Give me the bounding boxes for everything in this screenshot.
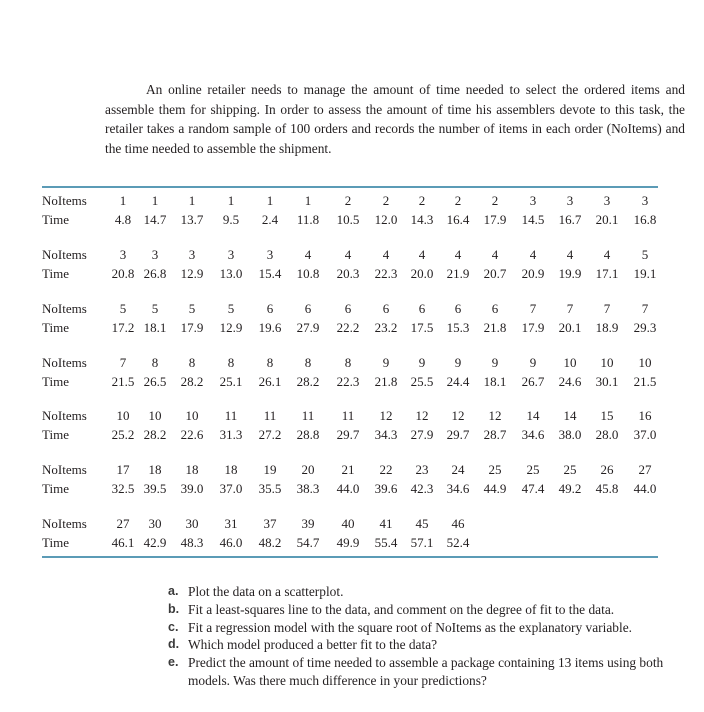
- time-cell: 28.2: [143, 427, 167, 442]
- noitems-label: NoItems: [42, 301, 87, 316]
- time-cell: 19.9: [558, 266, 582, 281]
- time-cell: 30.1: [595, 374, 619, 389]
- noitems-cell: 2: [382, 193, 390, 208]
- time-cell: 22.6: [180, 427, 204, 442]
- time-cell: 16.8: [633, 212, 657, 227]
- table-block: [42, 462, 662, 502]
- noitems-cell: 1: [119, 193, 127, 208]
- time-cell: 27.2: [258, 427, 282, 442]
- time-row: [42, 427, 662, 445]
- noitems-cell: 7: [641, 301, 649, 316]
- time-cell: 12.0: [374, 212, 398, 227]
- time-cell: 39.5: [143, 481, 167, 496]
- time-cell: 12.9: [180, 266, 204, 281]
- time-cell: 10.5: [336, 212, 360, 227]
- noitems-cell: 21: [341, 462, 355, 477]
- noitems-cell: 5: [641, 247, 649, 262]
- time-cell: 35.5: [258, 481, 282, 496]
- time-row: [42, 320, 662, 338]
- noitems-cell: 3: [188, 247, 196, 262]
- noitems-cell: 8: [151, 355, 159, 370]
- question-a: [168, 583, 688, 601]
- time-cell: 17.1: [595, 266, 619, 281]
- noitems-cell: 9: [382, 355, 390, 370]
- noitems-cell: 1: [304, 193, 312, 208]
- table-block: [42, 355, 662, 395]
- question-text: Which model produced a better fit to the data?: [188, 637, 438, 653]
- time-cell: 22.3: [374, 266, 398, 281]
- time-cell: 25.5: [410, 374, 434, 389]
- noitems-cell: 39: [301, 516, 315, 531]
- time-cell: 22.3: [336, 374, 360, 389]
- noitems-row: [42, 247, 662, 265]
- question-text: Predict the amount of time needed to assemble a package containing 13 items using both models. Was there much difference in your predictions?: [188, 655, 664, 688]
- time-cell: 21.5: [111, 374, 135, 389]
- noitems-cell: 12: [415, 408, 429, 423]
- time-cell: 26.8: [143, 266, 167, 281]
- time-label: Time: [42, 481, 69, 496]
- noitems-cell: 4: [454, 247, 462, 262]
- noitems-cell: 30: [185, 516, 199, 531]
- noitems-cell: 17: [116, 462, 130, 477]
- noitems-cell: 3: [151, 247, 159, 262]
- time-cell: 13.0: [219, 266, 243, 281]
- noitems-label: NoItems: [42, 355, 87, 370]
- noitems-cell: 22: [379, 462, 393, 477]
- time-cell: 15.3: [446, 320, 470, 335]
- time-cell: 2.4: [261, 212, 279, 227]
- time-label: Time: [42, 212, 69, 227]
- time-cell: 29.7: [446, 427, 470, 442]
- time-cell: 57.1: [410, 535, 434, 550]
- time-cell: 18.9: [595, 320, 619, 335]
- noitems-cell: 2: [344, 193, 352, 208]
- noitems-cell: 9: [454, 355, 462, 370]
- time-cell: 20.7: [483, 266, 507, 281]
- noitems-cell: 40: [341, 516, 355, 531]
- time-cell: 14.5: [521, 212, 545, 227]
- noitems-cell: 7: [603, 301, 611, 316]
- time-cell: 26.5: [143, 374, 167, 389]
- time-cell: 19.6: [258, 320, 282, 335]
- time-cell: 55.4: [374, 535, 398, 550]
- noitems-cell: 6: [344, 301, 352, 316]
- time-cell: 17.9: [180, 320, 204, 335]
- noitems-cell: 14: [526, 408, 540, 423]
- noitems-cell: 11: [341, 408, 355, 423]
- time-cell: 20.1: [595, 212, 619, 227]
- noitems-cell: 3: [266, 247, 274, 262]
- time-cell: 39.6: [374, 481, 398, 496]
- noitems-cell: 8: [266, 355, 274, 370]
- noitems-cell: 6: [266, 301, 274, 316]
- noitems-cell: 4: [566, 247, 574, 262]
- question-letter: b.: [168, 601, 180, 616]
- time-cell: 26.1: [258, 374, 282, 389]
- noitems-cell: 1: [266, 193, 274, 208]
- table-block: [42, 193, 662, 233]
- time-row: [42, 374, 662, 392]
- noitems-cell: 3: [119, 247, 127, 262]
- time-cell: 38.3: [296, 481, 320, 496]
- noitems-row: [42, 193, 662, 211]
- noitems-cell: 5: [151, 301, 159, 316]
- noitems-cell: 41: [379, 516, 393, 531]
- time-cell: 42.3: [410, 481, 434, 496]
- time-cell: 28.2: [296, 374, 320, 389]
- noitems-cell: 37: [263, 516, 277, 531]
- time-cell: 34.6: [521, 427, 545, 442]
- noitems-cell: 6: [491, 301, 499, 316]
- noitems-cell: 1: [188, 193, 196, 208]
- noitems-cell: 10: [185, 408, 199, 423]
- time-cell: 37.0: [633, 427, 657, 442]
- noitems-cell: 12: [451, 408, 465, 423]
- question-letter: d.: [168, 637, 180, 652]
- noitems-cell: 5: [227, 301, 235, 316]
- time-cell: 48.2: [258, 535, 282, 550]
- time-cell: 4.8: [114, 212, 132, 227]
- noitems-cell: 7: [529, 301, 537, 316]
- time-cell: 18.1: [483, 374, 507, 389]
- noitems-cell: 20: [301, 462, 315, 477]
- question-letter: e.: [168, 655, 179, 670]
- noitems-cell: 15: [600, 408, 614, 423]
- noitems-cell: 18: [224, 462, 238, 477]
- noitems-cell: 5: [188, 301, 196, 316]
- noitems-cell: 4: [529, 247, 537, 262]
- time-cell: 28.8: [296, 427, 320, 442]
- time-cell: 34.6: [446, 481, 470, 496]
- noitems-cell: 6: [382, 301, 390, 316]
- time-cell: 28.7: [483, 427, 507, 442]
- noitems-label: NoItems: [42, 462, 87, 477]
- time-cell: 25.2: [111, 427, 135, 442]
- noitems-cell: 19: [263, 462, 277, 477]
- time-label: Time: [42, 266, 69, 281]
- time-cell: 20.1: [558, 320, 582, 335]
- time-cell: 24.6: [558, 374, 582, 389]
- time-cell: 20.3: [336, 266, 360, 281]
- noitems-cell: 8: [188, 355, 196, 370]
- time-cell: 48.3: [180, 535, 204, 550]
- time-cell: 32.5: [111, 481, 135, 496]
- noitems-cell: 12: [379, 408, 393, 423]
- time-cell: 20.0: [410, 266, 434, 281]
- time-cell: 29.7: [336, 427, 360, 442]
- time-cell: 44.0: [633, 481, 657, 496]
- intro-paragraph: [105, 80, 685, 158]
- noitems-cell: 7: [566, 301, 574, 316]
- time-cell: 45.8: [595, 481, 619, 496]
- question-b: [168, 601, 688, 619]
- question-e: [168, 654, 688, 690]
- noitems-cell: 6: [304, 301, 312, 316]
- noitems-cell: 45: [415, 516, 429, 531]
- time-cell: 23.2: [374, 320, 398, 335]
- time-cell: 49.9: [336, 535, 360, 550]
- time-cell: 21.9: [446, 266, 470, 281]
- question-text: Fit a regression model with the square root of NoItems as the explanatory variable.: [188, 619, 632, 635]
- time-row: [42, 481, 662, 499]
- time-cell: 16.4: [446, 212, 470, 227]
- time-cell: 27.9: [296, 320, 320, 335]
- time-cell: 54.7: [296, 535, 320, 550]
- time-cell: 46.1: [111, 535, 135, 550]
- noitems-row: [42, 516, 662, 534]
- time-cell: 21.8: [374, 374, 398, 389]
- time-label: Time: [42, 320, 69, 335]
- question-list: [168, 583, 688, 690]
- noitems-cell: 4: [603, 247, 611, 262]
- noitems-cell: 4: [304, 247, 312, 262]
- time-cell: 12.9: [219, 320, 243, 335]
- table-block: [42, 247, 662, 287]
- noitems-cell: 8: [344, 355, 352, 370]
- noitems-cell: 4: [418, 247, 426, 262]
- noitems-cell: 10: [600, 355, 614, 370]
- time-cell: 19.1: [633, 266, 657, 281]
- noitems-cell: 3: [529, 193, 537, 208]
- noitems-cell: 2: [454, 193, 462, 208]
- time-cell: 47.4: [521, 481, 545, 496]
- time-cell: 28.0: [595, 427, 619, 442]
- noitems-cell: 3: [566, 193, 574, 208]
- noitems-label: NoItems: [42, 408, 87, 423]
- time-cell: 17.9: [521, 320, 545, 335]
- time-cell: 18.1: [143, 320, 167, 335]
- noitems-cell: 2: [491, 193, 499, 208]
- noitems-cell: 2: [418, 193, 426, 208]
- table-block: [42, 408, 662, 448]
- noitems-cell: 11: [224, 408, 238, 423]
- table-block: [42, 301, 662, 341]
- noitems-row: [42, 301, 662, 319]
- time-cell: 44.0: [336, 481, 360, 496]
- noitems-row: [42, 355, 662, 373]
- time-cell: 44.9: [483, 481, 507, 496]
- time-label: Time: [42, 374, 69, 389]
- time-cell: 16.7: [558, 212, 582, 227]
- time-cell: 17.9: [483, 212, 507, 227]
- noitems-cell: 30: [148, 516, 162, 531]
- noitems-cell: 14: [563, 408, 577, 423]
- time-cell: 25.1: [219, 374, 243, 389]
- noitems-cell: 6: [454, 301, 462, 316]
- question-c: [168, 619, 688, 637]
- time-cell: 39.0: [180, 481, 204, 496]
- noitems-cell: 9: [529, 355, 537, 370]
- noitems-cell: 27: [116, 516, 130, 531]
- noitems-cell: 25: [488, 462, 502, 477]
- noitems-cell: 10: [116, 408, 130, 423]
- time-cell: 31.3: [219, 427, 243, 442]
- noitems-cell: 5: [119, 301, 127, 316]
- noitems-cell: 1: [151, 193, 159, 208]
- noitems-cell: 26: [600, 462, 614, 477]
- time-cell: 27.9: [410, 427, 434, 442]
- noitems-cell: 23: [415, 462, 429, 477]
- noitems-cell: 10: [638, 355, 652, 370]
- noitems-cell: 7: [119, 355, 127, 370]
- noitems-cell: 3: [603, 193, 611, 208]
- time-cell: 14.7: [143, 212, 167, 227]
- question-text: Fit a least-squares line to the data, and comment on the degree of fit to the data.: [188, 601, 615, 617]
- time-cell: 21.5: [633, 374, 657, 389]
- time-row: [42, 212, 662, 230]
- noitems-cell: 4: [382, 247, 390, 262]
- noitems-cell: 24: [451, 462, 465, 477]
- time-cell: 49.2: [558, 481, 582, 496]
- noitems-cell: 11: [263, 408, 277, 423]
- time-cell: 21.8: [483, 320, 507, 335]
- time-cell: 13.7: [180, 212, 204, 227]
- noitems-cell: 4: [344, 247, 352, 262]
- noitems-cell: 31: [224, 516, 238, 531]
- time-cell: 22.2: [336, 320, 360, 335]
- noitems-label: NoItems: [42, 193, 87, 208]
- time-cell: 52.4: [446, 535, 470, 550]
- noitems-cell: 3: [227, 247, 235, 262]
- noitems-cell: 8: [304, 355, 312, 370]
- noitems-cell: 10: [148, 408, 162, 423]
- noitems-cell: 4: [491, 247, 499, 262]
- time-cell: 9.5: [222, 212, 240, 227]
- noitems-cell: 16: [638, 408, 652, 423]
- noitems-cell: 46: [451, 516, 465, 531]
- time-cell: 20.8: [111, 266, 135, 281]
- time-row: [42, 535, 662, 553]
- question-letter: c.: [168, 619, 179, 634]
- time-cell: 15.4: [258, 266, 282, 281]
- time-cell: 28.2: [180, 374, 204, 389]
- noitems-cell: 18: [185, 462, 199, 477]
- time-row: [42, 266, 662, 284]
- time-cell: 10.8: [296, 266, 320, 281]
- noitems-cell: 8: [227, 355, 235, 370]
- noitems-row: [42, 462, 662, 480]
- noitems-cell: 6: [418, 301, 426, 316]
- noitems-cell: 18: [148, 462, 162, 477]
- table-block: [42, 516, 662, 556]
- noitems-cell: 9: [491, 355, 499, 370]
- time-cell: 37.0: [219, 481, 243, 496]
- time-cell: 17.5: [410, 320, 434, 335]
- time-cell: 42.9: [143, 535, 167, 550]
- time-cell: 17.2: [111, 320, 135, 335]
- time-label: Time: [42, 535, 69, 550]
- noitems-cell: 25: [563, 462, 577, 477]
- time-cell: 20.9: [521, 266, 545, 281]
- question-text: Plot the data on a scatterplot.: [188, 584, 344, 599]
- question-letter: a.: [168, 584, 179, 598]
- table-top-rule: [42, 186, 658, 188]
- noitems-cell: 12: [488, 408, 502, 423]
- time-cell: 11.8: [296, 212, 320, 227]
- noitems-label: NoItems: [42, 247, 87, 262]
- time-cell: 34.3: [374, 427, 398, 442]
- intro-text: An online retailer needs to manage the amount of time needed to select the ordered items and assemble them for shipping. In order to assess the amount of time his assemblers devote to this task, the retailer takes a random sample of 100 orders and records the number of items in each order (NoItems) and the time needed to assemble the shipment.: [105, 82, 685, 156]
- table-bottom-rule: [42, 556, 658, 558]
- question-d: [168, 636, 688, 654]
- time-label: Time: [42, 427, 69, 442]
- noitems-row: [42, 408, 662, 426]
- noitems-label: NoItems: [42, 516, 87, 531]
- noitems-cell: 10: [563, 355, 577, 370]
- noitems-cell: 25: [526, 462, 540, 477]
- noitems-cell: 1: [227, 193, 235, 208]
- time-cell: 24.4: [446, 374, 470, 389]
- noitems-cell: 3: [641, 193, 649, 208]
- time-cell: 46.0: [219, 535, 243, 550]
- time-cell: 26.7: [521, 374, 545, 389]
- noitems-cell: 9: [418, 355, 426, 370]
- time-cell: 38.0: [558, 427, 582, 442]
- noitems-cell: 11: [301, 408, 315, 423]
- noitems-cell: 27: [638, 462, 652, 477]
- time-cell: 29.3: [633, 320, 657, 335]
- time-cell: 14.3: [410, 212, 434, 227]
